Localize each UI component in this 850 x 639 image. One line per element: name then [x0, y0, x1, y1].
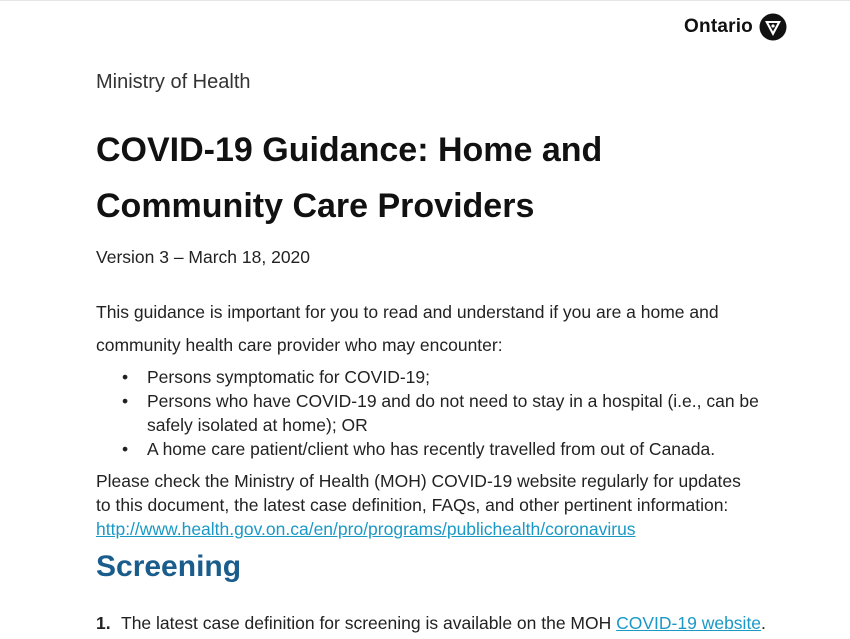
item-text: The latest case definition for screening is available on the MOH	[121, 613, 617, 633]
item-suffix: .	[761, 613, 766, 633]
bullet-marker: •	[122, 439, 129, 459]
ministry-name: Ministry of Health	[96, 71, 251, 93]
intro-line-1: This guidance is important for you to read and understand if you are a home and	[96, 302, 719, 322]
page-top-border	[0, 0, 850, 1]
bullet-marker: •	[122, 391, 129, 411]
list-item	[96, 389, 796, 437]
website-notice-paragraph	[96, 469, 786, 541]
title-line-1: COVID-19 Guidance: Home and	[96, 131, 603, 169]
bullet-marker: •	[122, 367, 129, 387]
list-item	[96, 365, 796, 389]
numbered-item	[96, 611, 796, 635]
section-heading-screening: Screening	[96, 550, 242, 583]
version-line: Version 3 – March 18, 2020	[96, 247, 311, 267]
notice-line-1: Please check the Ministry of Health (MOH) COVID-19 website regularly for updates	[96, 471, 741, 491]
numbered-list	[96, 611, 796, 635]
ontario-trillium-icon	[759, 13, 787, 41]
list-item-text: A home care patient/client who has recently travelled from out of Canada.	[147, 439, 716, 459]
intro-line-2: community health care provider who may encounter:	[96, 335, 503, 355]
covid-website-link[interactable]: COVID-19 website	[616, 613, 762, 633]
document-title	[96, 122, 736, 234]
item-number: 1.	[96, 613, 111, 633]
list-item	[96, 437, 796, 461]
intro-paragraph	[96, 296, 786, 362]
list-item-text: Persons who have COVID-19 and do not need to stay in a hospital (i.e., can be safely isolated at home); OR	[147, 391, 759, 435]
coronavirus-page-link[interactable]: http://www.health.gov.on.ca/en/pro/programs/publichealth/coronavirus	[96, 519, 636, 539]
list-item-text: Persons symptomatic for COVID-19;	[147, 367, 430, 387]
bullet-list	[96, 365, 796, 461]
notice-line-2: to this document, the latest case definition, FAQs, and other pertinent information:	[96, 495, 729, 515]
logo-wordmark: Ontario	[684, 16, 753, 37]
ontario-logo	[684, 13, 787, 41]
title-line-2: Community Care Providers	[96, 187, 535, 225]
